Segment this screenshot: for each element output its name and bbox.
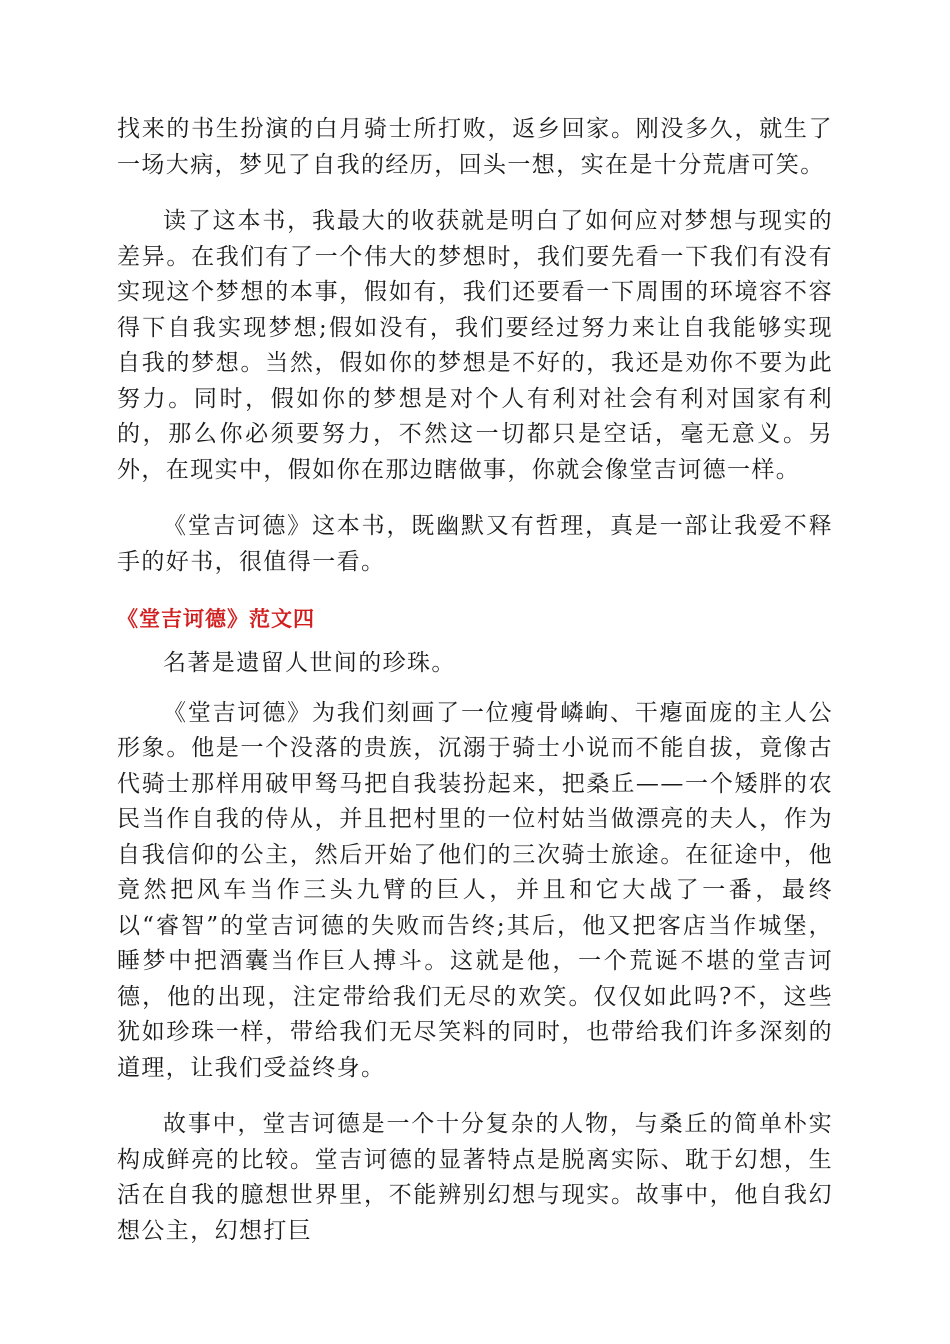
paragraph-continuation: 找来的书生扮演的白月骑士所打败，返乡回家。刚没多久，就生了一场大病，梦见了自我的经历，回头一想，实在是十分荒唐可笑。 [117, 116, 833, 178]
paragraph-intro: 名著是遗留人世间的珍珠。 [163, 650, 456, 676]
paragraph-character-portrait: 《堂吉诃德》为我们刻画了一位瘦骨嶙峋、干瘪面庞的主人公形象。他是一个没落的贵族，沉溺于骑士小说而不能自拔，竟像古代骑士那样用破甲驽马把自我装扮起来，把桑丘——一个矮胖的农民当作自我的侍从，并且把村里的一位村姑当做漂亮的夫人，作为自我信仰的公主，然后开始了他们的三次骑士旅途。在征途中，他竟然把风车当作三头九臂的巨人，并且和它大战了一番，最终以“睿智”的堂吉诃德的失败而告终;其后，他又把客店当作城堡，睡梦中把酒囊当作巨人搏斗。这就是他，一个荒诞不堪的堂吉诃德，他的出现，注定带给我们无尽的欢笑。仅仅如此吗?不，这些犹如珍珠一样，带给我们无尽笑料的同时，也带给我们许多深刻的道理，让我们受益终身。 [117, 699, 833, 1081]
paragraph-reflection: 读了这本书，我最大的收获就是明白了如何应对梦想与现实的差异。在我们有了一个伟大的梦想时，我们要先看一下我们有没有实现这个梦想的本事，假如有，我们还要看一下周围的环境容不容得下自我实现梦想;假如没有，我们要经过努力来让自我能够实现自我的梦想。当然，假如你的梦想是不好的，我还是劝你不要为此努力。同时，假如你的梦想是对个人有利对社会有利对国家有利的，那么你必须要努力，不然这一切都只是空话，毫无意义。另外，在现实中，假如你在那边瞎做事，你就会像堂吉诃德一样。 [117, 208, 833, 483]
paragraph-conclusion: 《堂吉诃德》这本书，既幽默又有哲理，真是一部让我爱不释手的好书，很值得一看。 [117, 513, 833, 575]
section-heading: 《堂吉诃德》范文四 [117, 607, 315, 631]
document-body [117, 112, 833, 1270]
paragraph-character-analysis: 故事中，堂吉诃德是一个十分复杂的人物，与桑丘的简单朴实构成鲜亮的比较。堂吉诃德的显著特点是脱离实际、耽于幻想，生活在自我的臆想世界里，不能辨别幻想与现实。故事中，他自我幻想公主，幻想打巨 [117, 1111, 833, 1244]
